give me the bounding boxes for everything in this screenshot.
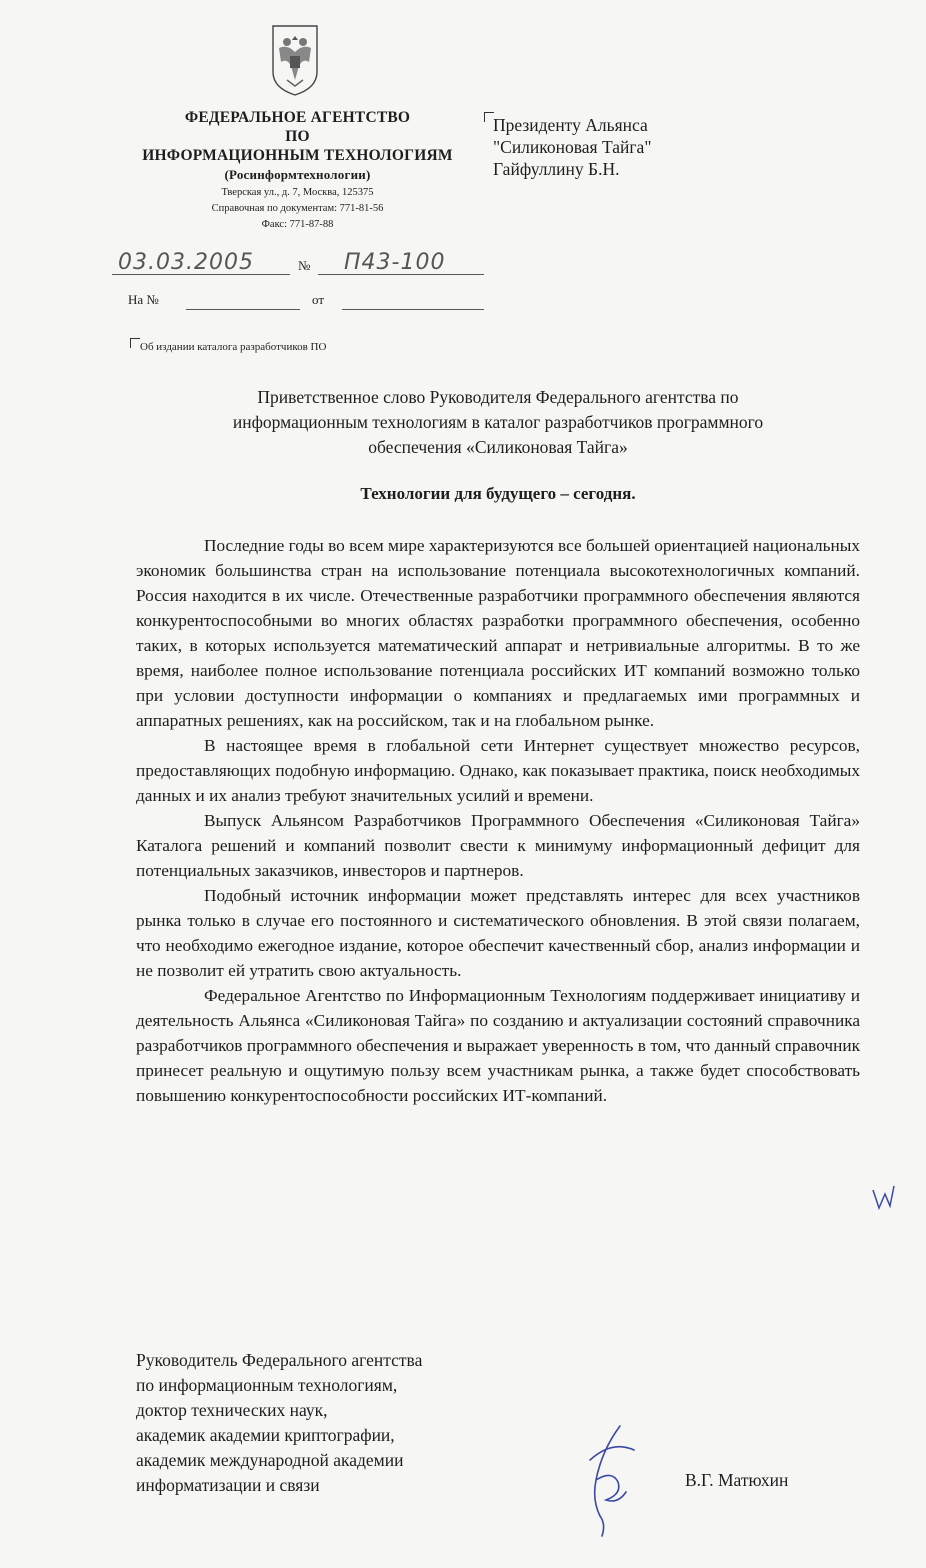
signatory-line: информатизации и связи (136, 1475, 320, 1495)
heading-line: Приветственное слово Руководителя Федерального агентства по (257, 387, 739, 407)
agency-short-name: (Росинформтехнологии) (224, 167, 371, 182)
recipient-line: Гайфуллину Б.Н. (493, 159, 620, 179)
coat-of-arms-icon (265, 22, 325, 98)
number-underline (318, 274, 484, 275)
ref-date-field (342, 309, 484, 310)
agency-line: ФЕДЕРАЛЬНОЕ АГЕНТСТВО (184, 109, 411, 126)
signatory-line: академик международной академии (136, 1450, 404, 1470)
recipient-block (493, 114, 651, 180)
date-underline (112, 274, 290, 275)
address-line: Тверская ул., д. 7, Москва, 125375 (221, 187, 374, 198)
ref-number-field (186, 309, 300, 310)
ref-from-label: от (312, 292, 325, 307)
slogan: Технологии для будущего – сегодня. (360, 484, 636, 503)
corner-bracket (130, 338, 140, 348)
signatory-line: академик академии криптографии, (136, 1425, 395, 1445)
agency-name (110, 108, 485, 184)
recipient-line: "Силиконовая Тайга" (493, 137, 652, 157)
agency-line: ПО (285, 128, 310, 145)
body-paragraph: Подобный источник информации может представлять интерес для всех участников рынка только в случае его постоянного и систематического обновления. В этой связи полагаем, что необходимо ежегодное издание, которое обеспечит качественный сбор, анализ информации и не позволит ей утратить свою актуальность. (136, 886, 860, 980)
number-label: № (298, 258, 311, 273)
heading-line: обеспечения «Силиконовая Тайга» (368, 437, 628, 457)
agency-line: ИНФОРМАЦИОННЫМ ТЕХНОЛОГИЯМ (142, 147, 453, 164)
reference-line (128, 292, 484, 314)
phone-line: Справочная по документам: 771-81-56 (211, 203, 384, 214)
subject-line: Об издании каталога разработчиков ПО (140, 341, 327, 353)
fax-line: Факс: 771-87-88 (261, 219, 334, 230)
letter-heading (130, 385, 866, 460)
signatory-line: Руководитель Федерального агентства (136, 1350, 423, 1370)
registration-line (112, 250, 484, 276)
body-paragraph: Выпуск Альянсом Разработчиков Программного Обеспечения «Силиконовая Тайга» Каталога решений и компаний позволит свести к минимуму информационный дефицит для потенциальных заказчиков, инвесторов и партнеров. (136, 811, 860, 880)
handwritten-signature (582, 1420, 642, 1540)
signatory-line: по информационным технологиям, (136, 1375, 398, 1395)
body-paragraph: Федеральное Агентство по Информационным Технологиям поддерживает инициативу и деятельность Альянса «Силиконовая Тайга» по созданию и актуализации состояний справочника разработчиков программного обеспечения и выражает уверенность в том, что данный справочник принесет реальную и ощутимую пользу всем участникам рынка, а также будет способствовать повышению конкурентоспособности российских ИТ-компаний. (136, 986, 860, 1105)
agency-address (110, 185, 485, 233)
registration-date: 03.03.2005 (118, 250, 254, 275)
signatory-line: доктор технических наук, (136, 1400, 328, 1420)
signatory-name: В.Г. Матюхин (685, 1470, 789, 1490)
registration-number: П43-100 (344, 250, 446, 275)
recipient-line: Президенту Альянса (493, 115, 648, 135)
heading-line: информационным технологиям в каталог разработчиков программного (232, 412, 764, 432)
body-paragraph: В настоящее время в глобальной сети Интернет существует множество ресурсов, предоставляющих подобную информацию. Однако, как показывает практика, поиск необходимых данных и их анализ требуют значительных усилий и времени. (136, 736, 860, 805)
handwritten-tick-mark (870, 1182, 896, 1212)
letter-body (136, 533, 860, 1108)
ref-number-label: На № (128, 292, 159, 307)
body-paragraph: Последние годы во всем мире характеризуются все большей ориентацией национальных экономик большинства стран на использование потенциала высокотехнологичных компаний. Россия находится в их числе. Отечественные разработчики программного обеспечения являются конкурентоспособными во многих областях разработки программного обеспечения, особенно таких, в которых используется математический аппарат и нетривиальные алгоритмы. В то же время, наиболее полное использование потенциала российских ИТ компаний возможно только при условии доступности информации о компаниях и предлагаемых ими программных и аппаратных решениях, как на российском, так и на глобальном рынке. (136, 536, 860, 730)
signatory-block (136, 1348, 422, 1498)
